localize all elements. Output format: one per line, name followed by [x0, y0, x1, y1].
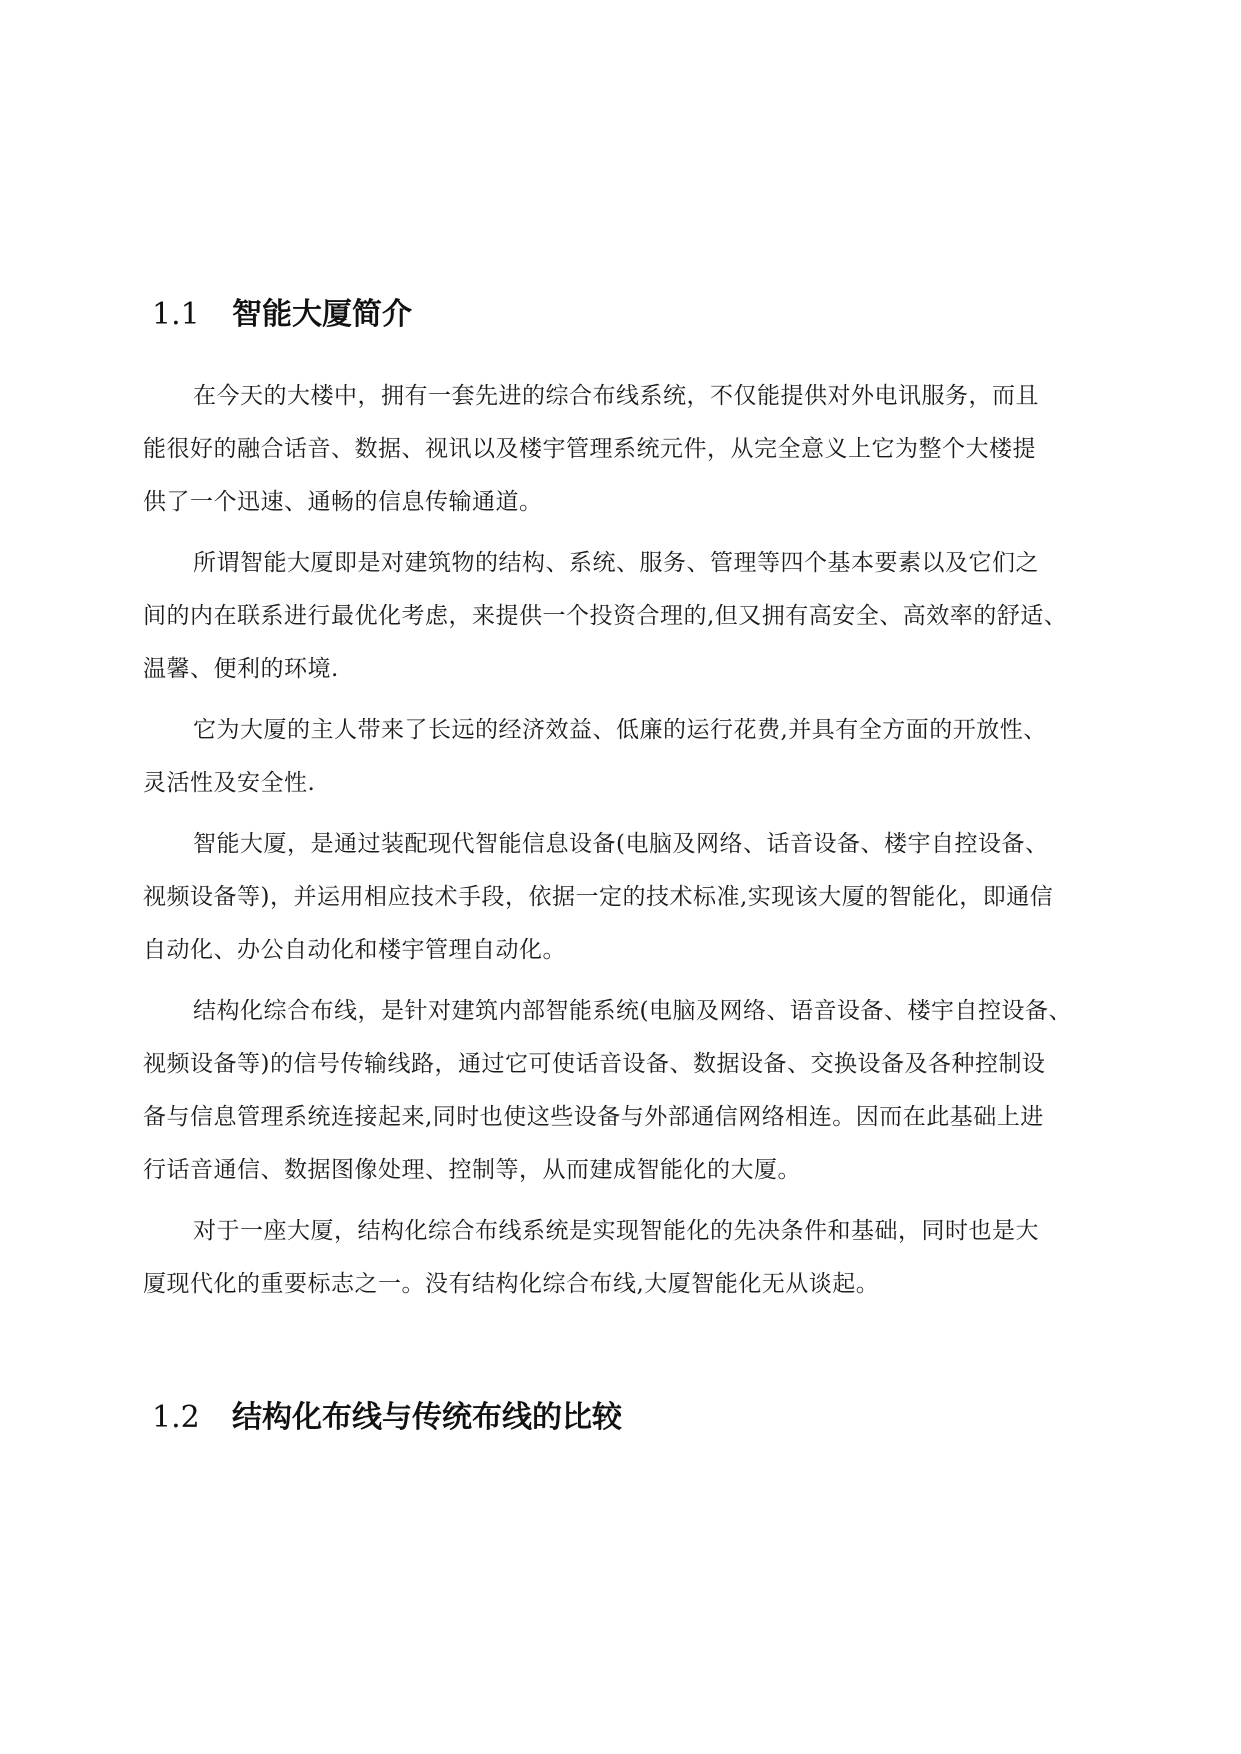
paragraph-line: 自动化、办公自动化和楼宇管理自动化。 [143, 937, 566, 963]
paragraph-line: 视频设备等)，并运用相应技术手段，依据一定的技术标准,实现该大厦的智能化，即通信 [143, 884, 1054, 910]
paragraph-line: 对于一座大厦，结构化综合布线系统是实现智能化的先决条件和基础，同时也是大 [193, 1218, 1039, 1244]
paragraph-5 [143, 985, 1103, 1197]
paragraph-line: 视频设备等)的信号传输线路，通过它可使话音设备、数据设备、交换设备及各种控制设 [143, 1051, 1046, 1077]
paragraph-4 [143, 818, 1103, 977]
section-number: 1.1 [152, 297, 200, 332]
paragraph-line: 所谓智能大厦即是对建筑物的结构、系统、服务、管理等四个基本要素以及它们之 [193, 550, 1039, 576]
paragraph-line: 间的内在联系进行最优化考虑，来提供一个投资合理的,但又拥有高安全、高效率的舒适、 [143, 603, 1068, 629]
section-title: 结构化布线与传统布线的比较 [232, 1400, 622, 1435]
paragraph-2 [143, 537, 1103, 696]
section-heading-1-2 [152, 1398, 622, 1438]
paragraph-6 [143, 1205, 1103, 1311]
paragraph-line: 能很好的融合话音、数据、视讯以及楼宇管理系统元件，从完全意义上它为整个大楼提 [143, 436, 1036, 462]
paragraph-line: 它为大厦的主人带来了长远的经济效益、低廉的运行花费,并具有全方面的开放性、 [193, 717, 1047, 743]
section-title: 智能大厦简介 [232, 297, 412, 332]
paragraph-3 [143, 704, 1103, 810]
paragraph-line: 供了一个迅速、通畅的信息传输通道。 [143, 489, 543, 515]
section-number: 1.2 [152, 1400, 200, 1435]
paragraph-line: 结构化综合布线，是针对建筑内部智能系统(电脑及网络、语音设备、楼宇自控设备、 [193, 998, 1072, 1024]
section-heading-1-1 [152, 295, 412, 335]
paragraph-line: 灵活性及安全性. [143, 770, 316, 796]
paragraph-line: 在今天的大楼中，拥有一套先进的综合布线系统，不仅能提供对外电讯服务，而且 [193, 383, 1039, 409]
paragraph-line: 温馨、便利的环境. [143, 656, 339, 682]
paragraph-line: 行话音通信、数据图像处理、控制等，从而建成智能化的大厦。 [143, 1157, 801, 1183]
paragraph-line: 智能大厦，是通过装配现代智能信息设备(电脑及网络、话音设备、楼宇自控设备、 [193, 831, 1049, 857]
paragraph-line: 厦现代化的重要标志之一。没有结构化综合布线,大厦智能化无从谈起。 [143, 1271, 880, 1297]
paragraph-1 [143, 370, 1103, 529]
paragraph-line: 备与信息管理系统连接起来,同时也使这些设备与外部通信网络相连。因而在此基础上进 [143, 1104, 1044, 1130]
